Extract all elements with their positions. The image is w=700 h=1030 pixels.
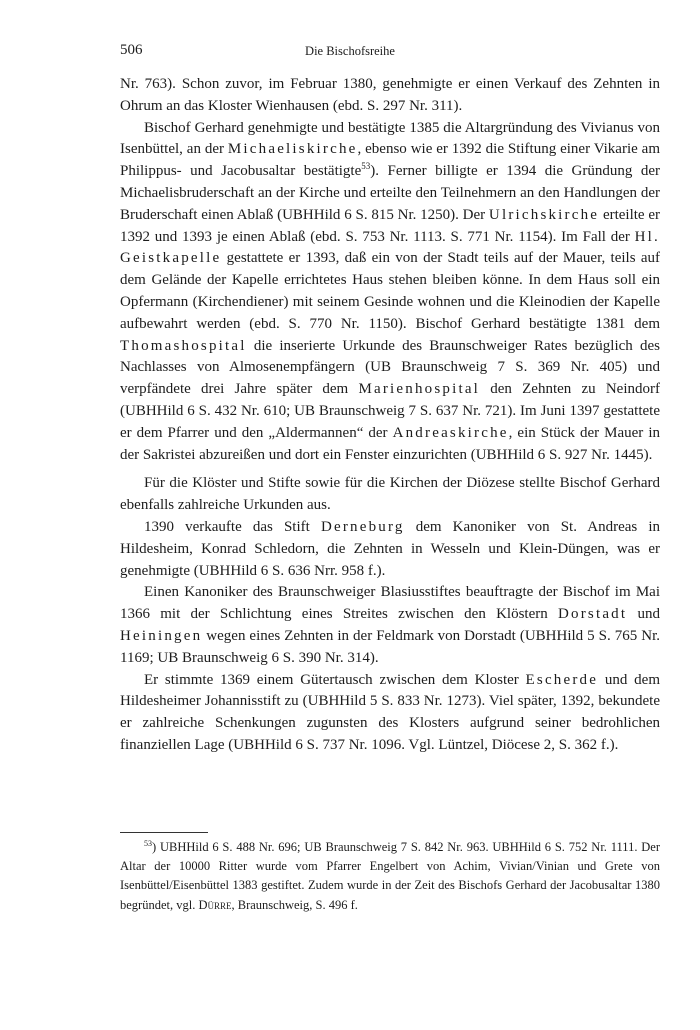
page-header (120, 42, 580, 62)
footnote-number: 53 (144, 839, 152, 848)
paragraph: Nr. 763). Schon zuvor, im Februar 1380, genehmigte er einen Verkauf des Zehnten in Ohrum an das Kloster Wienhausen (ebd. S. 297 Nr. 311). (120, 76, 660, 114)
paragraph: 1390 verkaufte das Stift Derneburg dem Kanoniker von St. Andreas in Hildesheim, Konrad Schledorn, die Zehnten in Wesseln und Klein-Düngen, was er genehmigte (UBHHild 6 S. 636 Nrr. 958 f.). (120, 518, 661, 579)
main-text (120, 74, 660, 757)
spaced-name: Hl. Geistkapelle (120, 228, 660, 267)
spaced-name: Thomashospital (120, 337, 247, 354)
footnote (120, 838, 660, 915)
spaced-name: Heiningen (120, 627, 203, 644)
spaced-name: Marienhospital (358, 381, 481, 398)
spaced-name: Escherde (525, 671, 599, 688)
paragraph: Einen Kanoniker des Braunschweiger Blasiusstiftes beauftragte der Bischof im Mai 1366 mit der Schlichtung eines Streites zwischen den Klöstern Dorstadt und Heiningen wegen eines Zehnten in der Feldmark von Dorstadt (UBHHild 5 S. 765 Nr. 1169; UB Braunschweig 6 S. 390 Nr. 314). (120, 584, 660, 666)
paragraph: Für die Klöster und Stifte sowie für die Kirchen der Diözese stellte Bischof Gerhard ebenfalls zahlreiche Urkunden aus. (120, 475, 660, 514)
spaced-name: Dorstadt (557, 606, 628, 623)
author-name: Dürre (198, 897, 232, 912)
spaced-name: Andreaskirche (392, 424, 509, 441)
footnote-reference[interactable]: 53 (361, 161, 371, 172)
spaced-name: Michaeliskirche (227, 141, 358, 158)
footnote-text: $^{53}$) UBHHild 6 S. 488 Nr. 696; UB Braunschweig 7 S. 842 Nr. 963. UBHHild 6 S. 752 Nr. 1111. Der Altar der 10000 Ritter wurde vom Pfarrer Engelbert von Achim, Vivian/Vinian und Grete von Isenbüttel/Eisenbüttel 1383 gestiftet. Zudem wurde in der Zeit des Bischofs Gerhard der Jacobusaltar 1380 begründet, vgl. Dürre, Braunschweig, S. 496 f. (120, 839, 660, 912)
footnote-divider (120, 832, 208, 833)
page-number: 506 (120, 42, 143, 58)
running-title: Die Bischofsreihe (305, 44, 395, 58)
spaced-name: Derneburg (320, 518, 405, 535)
paragraph: Bischof Gerhard genehmigte und bestätigte 1385 die Altargründung des Vivianus von Isenbüttel, an der Michaeliskirche, ebenso wie er 1392 die Stiftung einer Vikarie am Philippus- und Jacobusaltar bestätigte$^{53}$). Ferner billigte er 1394 die Gründung der Michaelisbruderschaft an der Kirche und erteilte den Teilnehmern an den Handlungen der Bruderschaft einen Ablaß (UBHHild 6 S. 815 Nr. 1250). Der Ulrichskirche erteilte er 1392 und 1393 je einen Ablaß (ebd. S. 753 Nr. 1113. S. 771 Nr. 1154). Im Fall der Hl. Geistkapelle gestattete er 1393, daß ein von der Stadt teils auf der Mauer, teils auf dem Gelände der Kapelle errichtetes Haus stehen bleiben könne. In dem Haus soll ein Opfermann (Kirchendiener) mit seinem Gesinde wohnen und die Kleinodien der Kapelle aufbewahrt werden (ebd. S. 770 Nr. 1150). Bischof Gerhard bestätigte 1381 dem Thomashospital die inserierte Urkunde des Braunschweiger Rates bezüglich des Nachlasses von Almosenempfängern (UB Braunschweig 7 S. 369 Nr. 405) und verpfändete drei Jahre später dem Marienhospital den Zehnten zu Neindorf (UBHHild 6 S. 432 Nr. 610; UB Braunschweig 7 S. 637 Nr. 721). Im Juni 1397 gestattete er dem Pfarrer und den „Aldermannen“ der Andreaskirche, ein Stück der Mauer in der Sakristei abzureißen und dort ein Fenster einzurichten (UBHHild 6 S. 927 Nr. 1445). (120, 119, 661, 463)
spaced-name: Ulrichskirche (488, 206, 600, 223)
paragraph: Er stimmte 1369 einem Gütertausch zwischen dem Kloster Escherde und dem Hildesheimer Johannisstift zu (UBHHild 5 S. 833 Nr. 1273). Viel später, 1392, bekundete er zahlreiche Schenkungen zugunsten des Klosters aufgrund seiner bedrohlichen finanziellen Lage (UBHHild 6 S. 737 Nr. 1096. Vgl. Lüntzel, Diöcese 2, S. 362 f.). (120, 671, 660, 753)
